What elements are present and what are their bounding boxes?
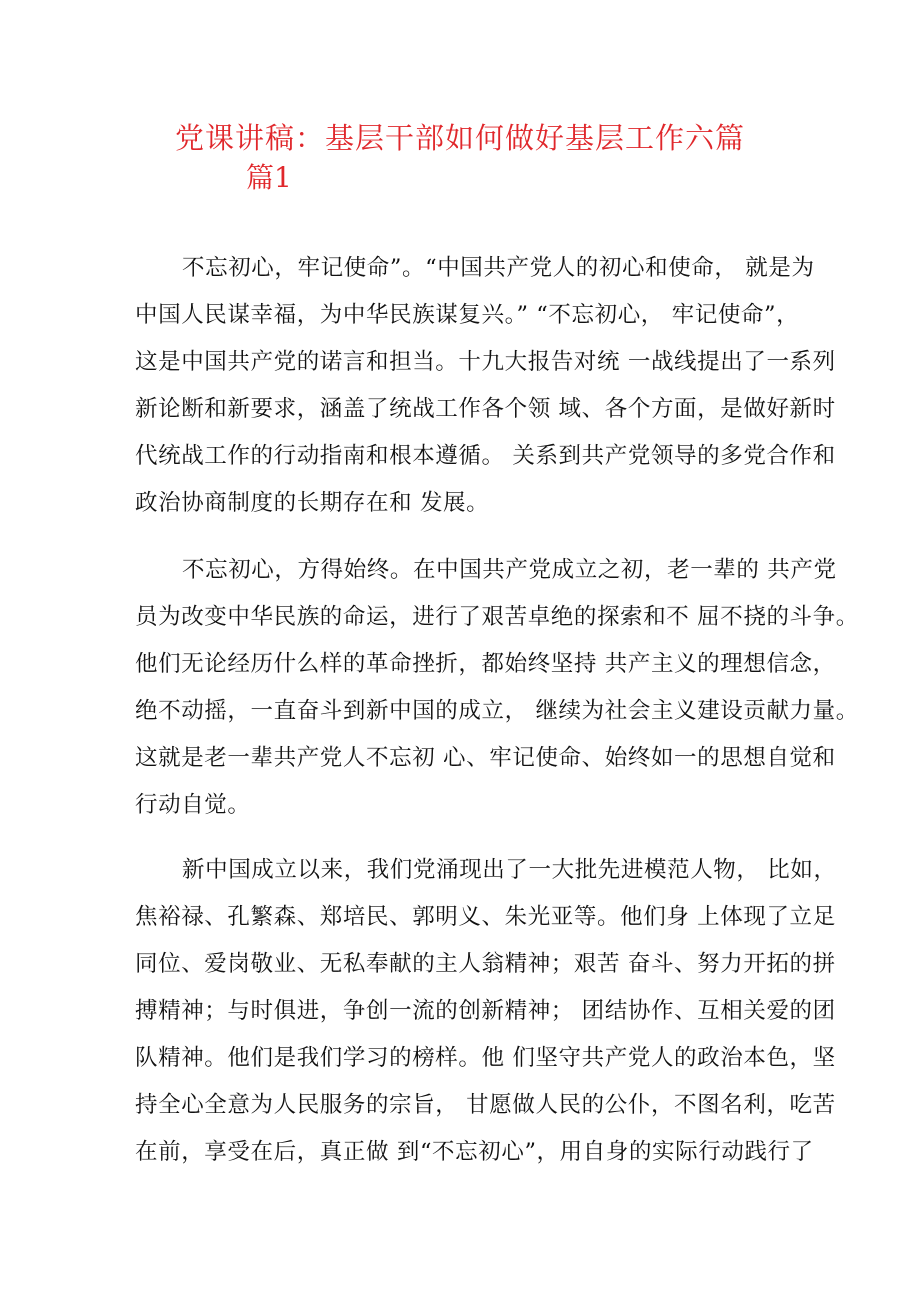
text-line: 持全心全意为人民服务的宗旨， 甘愿做人民的公仆，不图名利，吃苦 xyxy=(135,1092,836,1118)
text-line: 新论断和新要求，涵盖了统战工作各个领 域、各个方面，是做好新时 xyxy=(135,396,836,422)
text-line: 中国人民谋幸福，为中华民族谋复兴。” “不忘初心， 牢记使命”， xyxy=(135,302,800,328)
text-line: 这是中国共产党的诺言和担当。十九大报告对统 一战线提出了一系列 xyxy=(135,349,836,375)
text-line: 他们无论经历什么样的革命挫折，都始终坚持 共产主义的理想信念， xyxy=(135,651,836,677)
text-line: 代统战工作的行动指南和根本遵循。 关系到共产党领导的多党合作和 xyxy=(135,443,836,469)
text-line: 政治协商制度的长期存在和 发展。 xyxy=(135,490,490,516)
text-line: 焦裕禄、孔繁森、郑培民、郭明义、朱光亚等。他们身 上体现了立足 xyxy=(135,904,836,930)
section-heading: 篇1 xyxy=(246,161,292,194)
document-title: 党课讲稿：基层干部如何做好基层工作六篇 xyxy=(174,121,745,155)
text-line: 搏精神；与时俱进，争创一流的创新精神； 团结协作、互相关爱的团 xyxy=(135,998,836,1024)
text-line: 不忘初心，牢记使命”。“中国共产党人的初心和使命， 就是为 xyxy=(182,255,815,281)
text-line: 员为改变中华民族的命运，进行了艰苦卓绝的探索和不 屈不挠的斗争。 xyxy=(135,604,859,630)
text-line: 同位、爱岗敬业、无私奉献的主人翁精神；艰苦 奋斗、努力开拓的拼 xyxy=(135,951,836,977)
paragraph-1 xyxy=(135,245,836,527)
text-line: 不忘初心，方得始终。在中国共产党成立之初，老一辈的 共产党 xyxy=(182,557,837,583)
text-line: 这就是老一辈共产党人不忘初 心、牢记使命、始终如一的思想自觉和 xyxy=(135,745,836,771)
text-line: 队精神。他们是我们学习的榜样。他 们坚守共产党人的政治本色，坚 xyxy=(135,1045,836,1071)
text-line: 在前，享受在后，真正做 到“不忘初心”，用自身的实际行动践行了 xyxy=(135,1139,814,1165)
paragraph-2 xyxy=(135,547,859,829)
paragraph-3 xyxy=(135,847,837,1176)
text-line: 行动自觉。 xyxy=(135,792,251,818)
text-line: 新中国成立以来，我们党涌现出了一大批先进模范人物， 比如， xyxy=(182,857,837,883)
text-line: 绝不动摇，一直奋斗到新中国的成立， 继续为社会主义建设贡献力量。 xyxy=(135,698,859,724)
